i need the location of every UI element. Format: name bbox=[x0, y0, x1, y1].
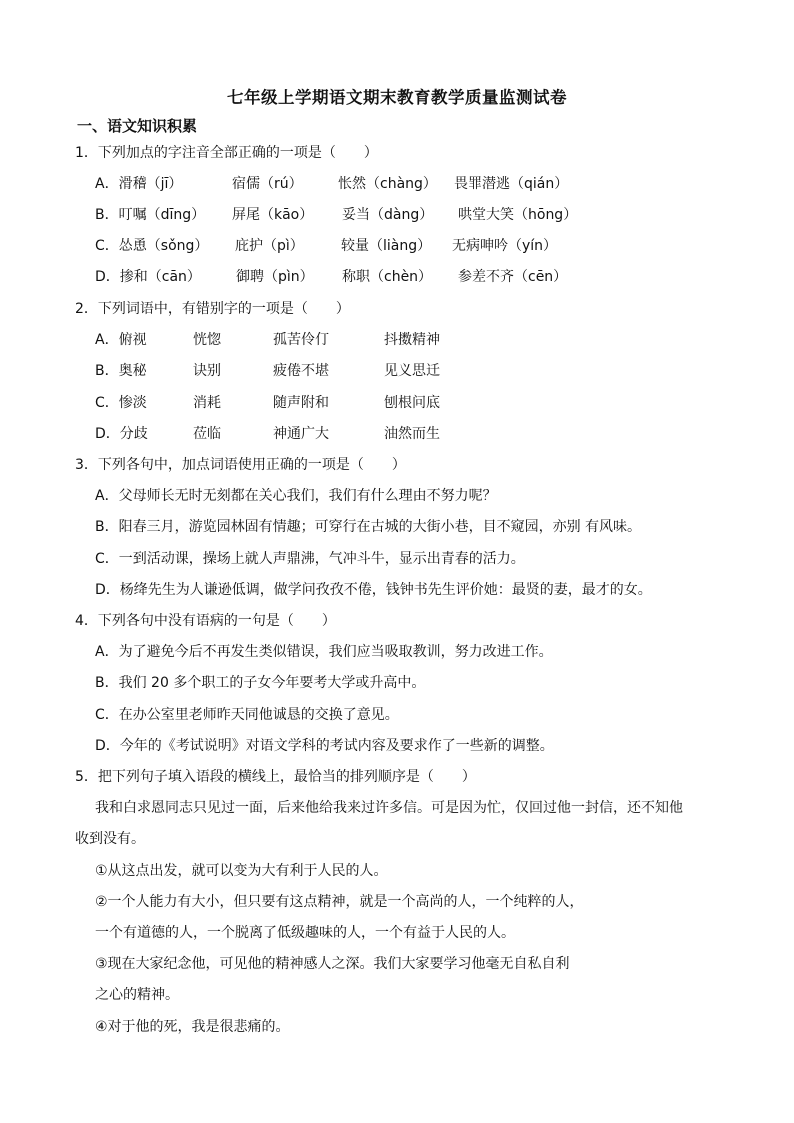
q5-sentence-2b: 一个有道德的人，一个脱离了低级趣味的人，一个有益于人民的人。 bbox=[95, 925, 515, 941]
q5-sentence-3b: 之心的精神。 bbox=[95, 987, 179, 1003]
q1-option-c-2: 庇护（pì） bbox=[235, 238, 304, 254]
question-4-stem: 4．下列各句中没有语病的一句是（ ） bbox=[75, 613, 336, 629]
question-1-stem: 1．下列加点的字注音全部正确的一项是（ ） bbox=[75, 145, 378, 161]
q1-option-b-1: B．叮嘱（dīng） bbox=[95, 207, 206, 223]
q5-passage-line-1: 我和白求恩同志只见过一面，后来他给我来过许多信。可是因为忙，仅回过他一封信，还不知他 bbox=[95, 800, 683, 816]
q1-option-c-4: 无病呻吟（yín） bbox=[452, 238, 558, 254]
q1-option-d-3: 称职（chèn） bbox=[342, 269, 433, 285]
q2-option-a-3: 孤苦伶仃 bbox=[273, 332, 329, 348]
q5-sentence-1: ①从这点出发，就可以变为大有利于人民的人。 bbox=[95, 863, 388, 879]
q2-option-d-2: 莅临 bbox=[193, 426, 221, 442]
q1-option-d-2: 御聘（pìn） bbox=[236, 269, 314, 285]
q5-passage-line-2: 收到没有。 bbox=[75, 831, 145, 847]
q2-option-d-4: 油然而生 bbox=[384, 426, 440, 442]
q2-option-d-1: D．分歧 bbox=[95, 426, 148, 442]
q3-option-a: A．父母师长无时无刻都在关心我们，我们有什么理由不努力呢？ bbox=[95, 488, 497, 504]
q1-option-b-4: 哄堂大笑（hōng） bbox=[458, 207, 578, 223]
q2-option-c-2: 消耗 bbox=[193, 395, 221, 411]
q4-option-d: D．今年的《考试说明》对语文学科的考试内容及要求作了一些新的调整。 bbox=[95, 738, 554, 754]
q2-option-b-4: 见义思迁 bbox=[384, 363, 440, 379]
q1-option-b-3: 妥当（dàng） bbox=[342, 207, 434, 223]
question-3-stem: 3．下列各句中，加点词语使用正确的一项是（ ） bbox=[75, 457, 406, 473]
q1-option-a-4: 畏罪潜逃（qián） bbox=[454, 176, 569, 192]
q4-option-b: B．我们 20 多个职工的子女今年要考大学或升高中。 bbox=[95, 675, 426, 691]
q5-sentence-4: ④对于他的死，我是很悲痛的。 bbox=[95, 1019, 290, 1035]
q1-option-c-3: 较量（liàng） bbox=[341, 238, 432, 254]
q2-option-c-1: C．惨淡 bbox=[95, 395, 147, 411]
q5-sentence-3a: ③现在大家纪念他，可见他的精神感人之深。我们大家要学习他毫无自私自利 bbox=[95, 956, 570, 972]
q2-option-b-1: B．奥秘 bbox=[95, 363, 147, 379]
q2-option-c-4: 刨根问底 bbox=[384, 395, 440, 411]
q2-option-b-3: 疲倦不堪 bbox=[273, 363, 329, 379]
q1-option-c-1: C．怂恿（sǒng） bbox=[95, 238, 209, 254]
q3-option-b: B．阳春三月，游览园林固有情趣；可穿行在古城的大街小巷，目不窥园，亦别 有风味。 bbox=[95, 519, 642, 535]
q2-option-a-2: 恍惚 bbox=[193, 332, 221, 348]
q1-option-a-1: A．滑稽（jī） bbox=[95, 176, 183, 192]
q1-option-a-3: 怅然（chàng） bbox=[338, 176, 437, 192]
q3-option-d: D．杨绛先生为人谦逊低调，做学问孜孜不倦，钱钟书先生评价她：最贤的妻，最才的女。 bbox=[95, 582, 652, 598]
q1-option-a-2: 宿儒（rú） bbox=[232, 176, 303, 192]
q2-option-a-1: A．俯视 bbox=[95, 332, 147, 348]
section-heading: 一、语文知识积累 bbox=[77, 117, 198, 135]
q1-option-b-2: 屏尾（kāo） bbox=[232, 207, 314, 223]
q4-option-a: A．为了避免今后不再发生类似错误，我们应当吸取教训，努力改进工作。 bbox=[95, 644, 553, 660]
q4-option-c: C．在办公室里老师昨天同他诚恳的交换了意见。 bbox=[95, 707, 399, 723]
q2-option-d-3: 神通广大 bbox=[273, 426, 329, 442]
q1-option-d-1: D．掺和（cān） bbox=[95, 269, 201, 285]
q3-option-c: C．一到活动课，操场上就人声鼎沸，气冲斗牛，显示出青春的活力。 bbox=[95, 551, 525, 567]
q5-sentence-2a: ②一个人能力有大小，但只要有这点精神，就是一个高尚的人，一个纯粹的人， bbox=[95, 894, 584, 910]
q2-option-b-2: 诀别 bbox=[193, 363, 221, 379]
question-5-stem: 5．把下列句子填入语段的横线上，最恰当的排列顺序是（ ） bbox=[75, 769, 476, 785]
question-2-stem: 2．下列词语中，有错别字的一项是（ ） bbox=[75, 301, 350, 317]
q2-option-c-3: 随声附和 bbox=[273, 395, 329, 411]
q2-option-a-4: 抖擞精神 bbox=[384, 332, 440, 348]
q1-option-d-4: 参差不齐（cēn） bbox=[458, 269, 568, 285]
page-title: 七年级上学期语文期末教育教学质量监测试卷 bbox=[227, 88, 567, 107]
